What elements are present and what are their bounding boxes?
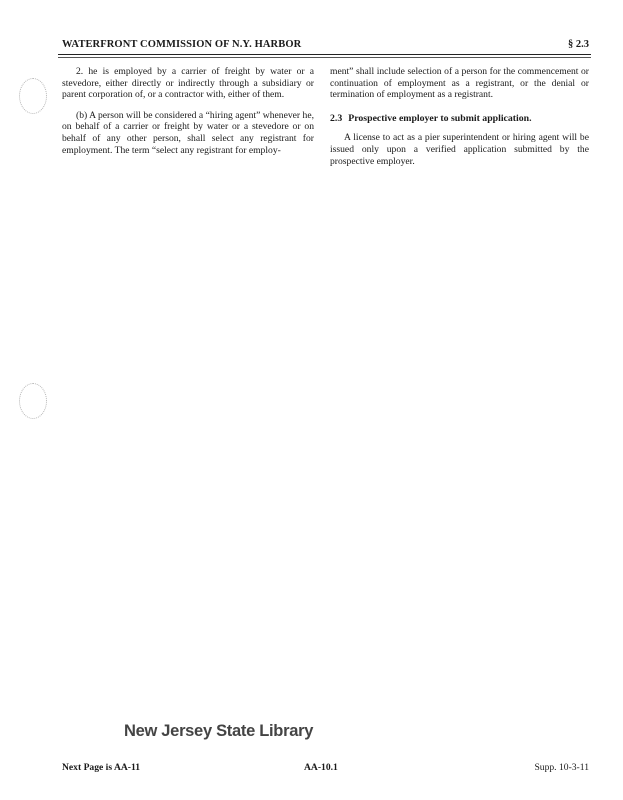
footer-supplement: Supp. 10-3-11 — [534, 762, 589, 773]
library-stamp: New Jersey State Library — [124, 722, 314, 740]
left-column — [62, 66, 314, 165]
header-rule — [58, 54, 591, 55]
header-section: § 2.3 — [568, 39, 589, 50]
page-footer — [62, 762, 589, 776]
header-rule-thin — [58, 57, 591, 58]
punch-hole-mark — [19, 383, 47, 419]
footer-page-number: AA-10.1 — [304, 762, 338, 773]
paragraph-b: (b) A person will be considered a “hiring agent” whenever he, on behalf of a carrier or freight by water or a stevedore or on behalf of any other person, shall select any registrant for employment. The term “select any registrant for employ- — [62, 109, 314, 156]
section-heading — [330, 113, 589, 125]
paragraph-continuation: ment” shall include selection of a person for the commencement or continuation of employment as a registrant, or the denial or termination of employment as a registrant. — [330, 66, 589, 101]
running-header — [62, 39, 589, 55]
header-title: WATERFRONT COMMISSION OF N.Y. HARBOR — [62, 39, 302, 50]
section-title: Prospective employer to submit application. — [348, 112, 532, 124]
section-number: 2.3 — [330, 112, 343, 124]
right-column — [330, 66, 589, 176]
punch-hole-mark — [19, 78, 47, 114]
list-item-2: 2. he is employed by a carrier of freight by water or a stevedore, either directly or indirectly through a subsidiary or parent corporation of, or a contractor with, either of them. — [62, 66, 314, 101]
footer-next-page: Next Page is AA-11 — [62, 762, 141, 773]
section-body: A license to act as a pier superintendent or hiring agent will be issued only upon a verified application submitted by the prospective employer. — [330, 132, 589, 167]
